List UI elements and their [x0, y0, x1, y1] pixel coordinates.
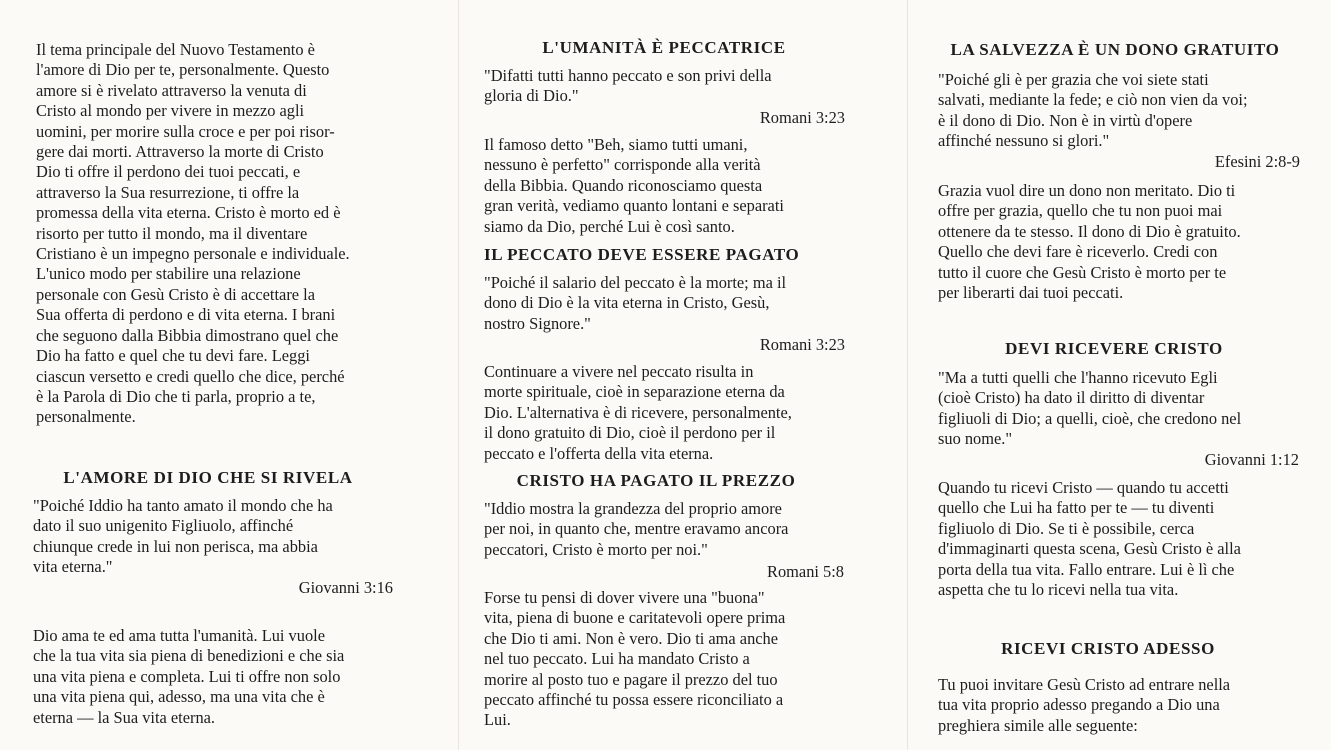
fold-line-right — [907, 0, 908, 750]
quote-romani-5-8: "Iddio mostra la grandezza del proprio amore per noi, in quanto che, mentre eravamo ancora peccatori, Cristo è morto per noi." — [484, 499, 789, 559]
quote-giovanni-3-16: "Poiché Iddio ha tanto amato il mondo che ha dato il suo unigenito Figliuolo, affinché chiunque crede in lui non perisca, ma abbia vita eterna." — [33, 496, 333, 577]
paragraph-grazia: Grazia vuol dire un dono non meritato. Dio ti offre per grazia, quello che tu non puoi mai ottenere da te stesso. Il dono di Dio è gratuito. Quello che devi fare è riceverlo. Credi con tutto il cuore che Gesù Cristo è morto per te per liberarti dai tuoi peccati. — [938, 181, 1241, 303]
paragraph-continuare-a-vivere: Continuare a vivere nel peccato risulta in morte spirituale, cioè in separazione eterna da Dio. L'alternativa è di ricevere, personalmente, il dono gratuito di Dio, cioè il perdono per il peccato e l'offerta della vita eterna. — [484, 362, 792, 463]
ref-giovanni-1-12: Giovanni 1:12 — [1204, 450, 1299, 469]
ref-efesini-2-8-9: Efesini 2:8-9 — [1214, 152, 1300, 171]
quote-romani-3-23-b: "Poiché il salario del peccato è la morte; ma il dono di Dio è la vita eterna in Cristo, Gesù, nostro Signore." — [484, 273, 787, 333]
paragraph-invitare-gesu: Tu puoi invitare Gesù Cristo ad entrare nella tua vita proprio adesso pregando a Dio una preghiera simile alle seguente: — [938, 675, 1231, 735]
ref-romani-3-23-b: Romani 3:23 — [759, 335, 845, 354]
ref-romani-3-23-a: Romani 3:23 — [759, 108, 845, 127]
paragraph-forse-tu-pensi: Forse tu pensi di dover vivere una "buona" vita, piena di buone e caritatevoli opere prima che Dio ti ami. Non è vero. Dio ti ama anche nel tuo peccato. Lui ha mandato Cristo a morire al posto tuo e pagare il prezzo del tuo peccato affinché tu possa essere riconciliato a Lui. — [484, 588, 786, 730]
paragraph-dio-ama-te: Dio ama te ed ama tutta l'umanità. Lui vuole che la tua vita sia piena di benedizioni e che sia una vita piena e completa. Lui ti offre non solo una vita piena qui, adesso, ma una vita che è eterna — la Sua vita eterna. — [33, 626, 345, 727]
quote-efesini-2-8-9: "Poiché gli è per grazia che voi siete stati salvati, mediante la fede; e ciò non vien da voi; è il dono di Dio. Non è in virtù d'opere affinché nessuno si glori." — [938, 70, 1248, 151]
heading-umanita-peccatrice: L'UMANITÀ È PECCATRICE — [542, 38, 786, 57]
heading-ricevi-cristo-adesso: RICEVI CRISTO ADESSO — [1001, 639, 1215, 658]
heading-devi-ricevere: DEVI RICEVERE CRISTO — [1005, 339, 1223, 358]
quote-giovanni-1-12: "Ma a tutti quelli che l'hanno ricevuto Egli (cioè Cristo) ha dato il diritto di diventar figliuoli di Dio; a quelli, cioè, che credono nel suo nome." — [938, 368, 1242, 449]
heading-salvezza-dono: LA SALVEZZA È UN DONO GRATUITO — [950, 40, 1280, 59]
paragraph-quando-tu-ricevi: Quando tu ricevi Cristo — quando tu accetti quello che Lui ha fatto per te — tu diventi figliuolo di Dio. Se ti è possibile, cerca d'immaginarti questa scena, Gesù Cristo è alla porta della tua vita. Fallo entrare. Lui è lì che aspetta che tu lo ricevi nella tua vita. — [938, 478, 1241, 600]
ref-romani-5-8: Romani 5:8 — [767, 562, 844, 581]
heading-peccato-pagato: IL PECCATO DEVE ESSERE PAGATO — [484, 245, 800, 264]
ref-giovanni-3-16: Giovanni 3:16 — [298, 578, 393, 597]
fold-line-left — [458, 0, 459, 750]
paragraph-famoso-detto: Il famoso detto "Beh, siamo tutti umani, nessuno è perfetto" corrisponde alla verità della Bibbia. Quando riconosciamo questa gran verità, vediamo quanto lontani e separati siamo da Dio, perché Lui è così santo. — [484, 135, 784, 236]
heading-amore-di-dio: L'AMORE DI DIO CHE SI RIVELA — [63, 468, 353, 487]
quote-romani-3-23-a: "Difatti tutti hanno peccato e son privi della gloria di Dio." — [484, 66, 772, 106]
intro-paragraph: Il tema principale del Nuovo Testamento è l'amore di Dio per te, personalmente. Questo amore si è rivelato attraverso la venuta di Cristo al mondo per vivere in mezzo agli uomini, per morire sulla croce e per poi risor- gere dai morti. Attraverso la morte di Cristo Dio ti offre il perdono dei tuoi peccati, e attraverso la Sua resurrezione, ti offre la promessa della vita eterna. Cristo è morto ed è risorto per tutto il mondo, ma il diventare Cristiano è un impegno personale e individuale. L'unico modo per stabilire una relazione personale con Gesù Cristo è di accettare la Sua offerta di perdono e di vita eterna. I brani che seguono dalla Bibbia dimostrano quel che Dio ha fatto e quel che tu devi fare. Leggi ciascun versetto e credi quello che dice, perché è la Parola di Dio che ti parla, proprio a te, personalmente. — [36, 40, 350, 427]
heading-cristo-ha-pagato: CRISTO HA PAGATO IL PREZZO — [516, 471, 796, 490]
